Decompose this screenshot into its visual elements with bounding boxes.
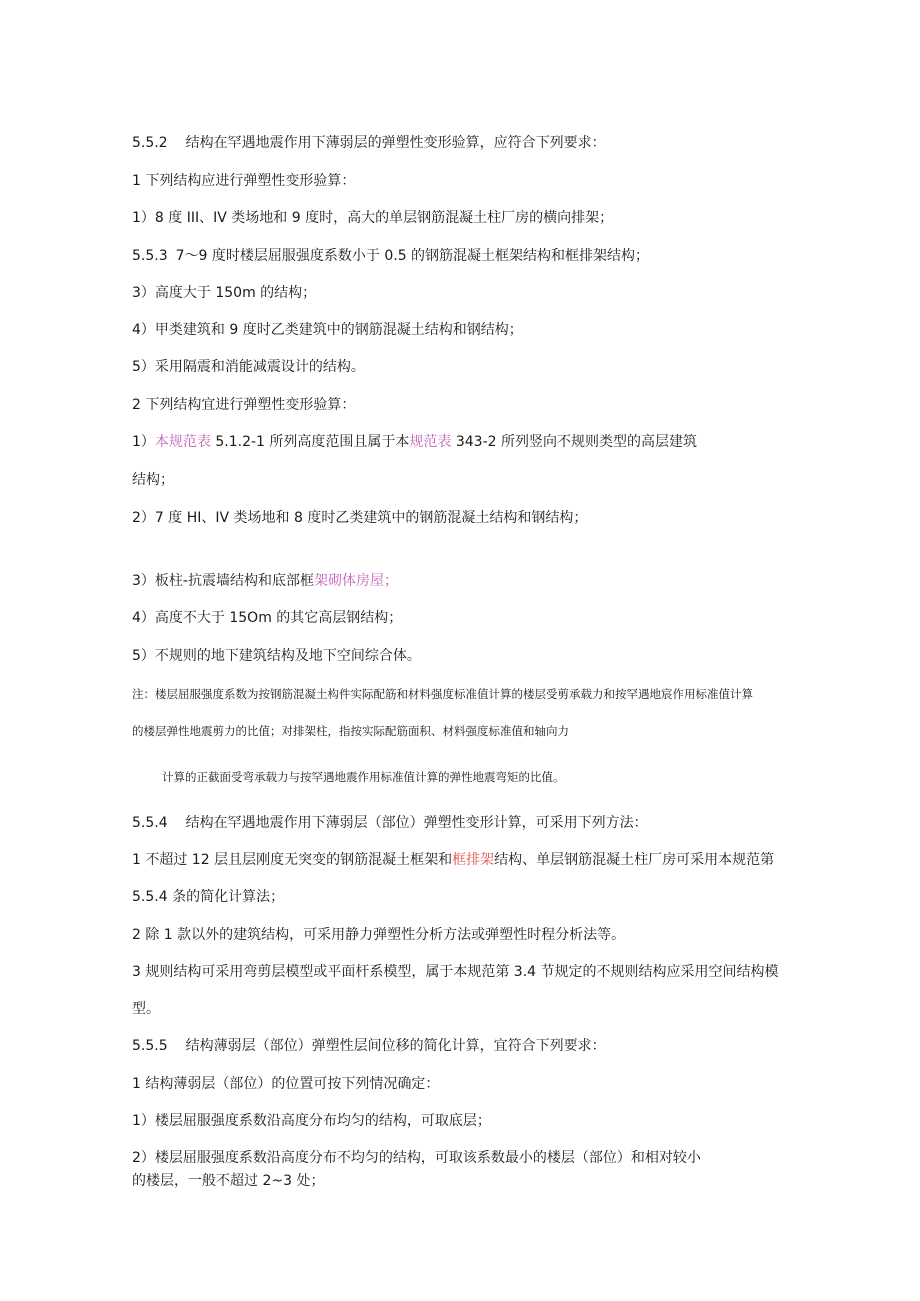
- spec-table-link[interactable]: 规范表: [409, 434, 452, 450]
- list-item: 4）高度不大于 15Om 的其它高层钢结构；: [132, 610, 403, 626]
- list-item: 1）8 度 III、IV 类场地和 9 度时，高大的单层钢筋混凝土柱厂房的横向排架；: [132, 210, 614, 226]
- section-title: 结构薄弱层（部位）弹塑性层间位移的简化计算，宜符合下列要求：: [185, 1038, 606, 1054]
- section-text: 7～9 度时楼层屈服强度系数小于 0.5 的钢筋混凝土框架结构和框排架结构；: [175, 248, 650, 264]
- paragraph-text: 1 不超过 12 层且层刚度无突变的钢筋混凝土框架和: [132, 852, 453, 868]
- masonry-building-link[interactable]: 架砌体房屋；: [313, 573, 398, 589]
- paragraph-item-1: 1 下列结构应进行弹塑性变形验算：: [132, 173, 356, 189]
- paragraph-continuation: 5.5.4 条的简化计算法；: [132, 889, 285, 905]
- list-item-continuation: 结构；: [132, 472, 174, 488]
- list-text: 5.1.2-1 所列高度范围且属于本: [210, 434, 410, 450]
- list-text: 3）板柱-抗震墙结构和底部框: [132, 573, 314, 589]
- note-line-3: 计算的正截面受弯承载力与按罕遇地震作用标准值计算的弹性地震弯矩的比值。: [162, 770, 565, 784]
- paragraph-item-2: 2 下列结构宜进行弹塑性变形验算：: [132, 397, 356, 413]
- list-item: [132, 571, 398, 591]
- list-marker: 1）: [132, 434, 155, 450]
- section-5-5-3-heading: [132, 246, 649, 266]
- paragraph-item-1: [132, 850, 774, 870]
- section-5-5-5-heading: [132, 1036, 606, 1056]
- frame-bent-link[interactable]: 框排架: [452, 852, 495, 868]
- paragraph-item-2: 2 除 1 款以外的建筑结构，可采用静力弹塑性分析方法或弹塑性时程分析法等。: [132, 927, 626, 943]
- section-5-5-2-heading: [132, 133, 606, 153]
- paragraph-item-1: 1 结构薄弱层（部位）的位置可按下列情况确定：: [132, 1076, 440, 1092]
- list-item: 5）采用隔震和消能减震设计的结构。: [132, 359, 365, 375]
- paragraph-continuation: 型。: [132, 1001, 160, 1017]
- section-number: 5.5.4: [132, 815, 168, 831]
- section-title: 结构在罕遇地震作用下薄弱层（部位）弹塑性变形计算，可采用下列方法：: [185, 815, 648, 831]
- section-5-5-4-heading: [132, 813, 648, 833]
- section-number: 5.5.2: [132, 135, 168, 151]
- note-line-1: 注：楼层屈服强度系数为按钢筋混凝土构件实际配筋和材料强度标准值计算的楼层受剪承载力和按罕遇地宸作用标准值计算: [132, 687, 753, 701]
- list-item: 1）楼层屈服强度系数沿高度分布均匀的结构，可取底层；: [132, 1113, 491, 1129]
- list-item: [132, 432, 697, 452]
- paragraph-item-3: 3 规则结构可采用弯剪层模型或平面杆系模型，属于本规范第 3.4 节规定的不规则结构应采用空间结构模: [132, 964, 779, 980]
- spec-table-link[interactable]: 本规范表: [154, 434, 211, 450]
- list-text: 343-2 所列竖向不规则类型的高层建筑: [451, 434, 697, 450]
- list-item: 2）7 度 HI、IV 类场地和 8 度时乙类建筑中的钢筋混凝土结构和钢结构；: [132, 510, 588, 526]
- section-title: 结构在罕遇地震作用下薄弱层的弹塑性变形验算，应符合下列要求：: [185, 135, 606, 151]
- note-line-2: 的楼层弹性地震剪力的比值；对排架柱，指按实际配筋面积、材料强度标准值和轴向力: [132, 724, 569, 738]
- list-item: 5）不规则的地下建筑结构及地下空间综合体。: [132, 648, 421, 664]
- paragraph-text: 结构、单层钢筋混凝土柱厂房可采用本规范第: [494, 852, 775, 868]
- list-item: 2）楼层屈服强度系数沿高度分布不均匀的结构，可取该系数最小的楼层（部位）和相对较小: [132, 1150, 701, 1166]
- section-number: 5.5.3: [132, 248, 168, 264]
- list-item: 4）甲类建筑和 9 度时乙类建筑中的钢筋混凝土结构和钢结构；: [132, 322, 523, 338]
- list-item: 3）高度大于 150m 的结构；: [132, 285, 317, 301]
- section-number: 5.5.5: [132, 1038, 168, 1054]
- list-item-continuation: 的楼层，一般不超过 2~3 处；: [132, 1173, 325, 1189]
